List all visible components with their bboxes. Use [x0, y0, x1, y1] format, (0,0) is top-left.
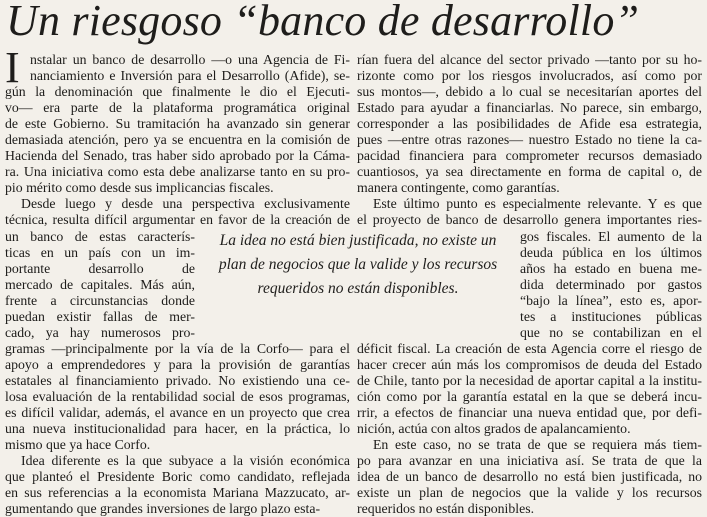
text-line: gún la denominación que finalmente le dio el Ejecuti-: [5, 84, 350, 100]
text-line: po para avanzar en una iniciativa así. Se trata de que la: [357, 453, 702, 469]
text-line: deuda pública en los últimos: [520, 244, 702, 260]
text-line: que planteó el Presidente Boric como candidato, reflejada: [5, 469, 350, 485]
text-line: idea de un banco de desarrollo no está bien justificada, no: [357, 469, 702, 485]
text-line: Estado para ayudar a financiarlas. No parece, sin embargo,: [357, 100, 702, 116]
text-line: nstalar un banco de desarrollo —o una Agencia de Fi-: [30, 52, 350, 67]
text-line: Este último punto es especialmente relevante. Y es que: [373, 196, 702, 212]
text-line: “bajo la línea”, esto es, apor-: [520, 292, 702, 308]
text-line: gramas —principalmente por la vía de la Corfo— para el: [5, 340, 350, 356]
pull-quote-line: La idea no está bien justificada, no existe un: [219, 232, 497, 249]
text-line: pio mérito como desde sus implicancias fiscales.: [5, 180, 274, 196]
text-line: que no se contabilizan en el: [520, 324, 702, 340]
text-line: gos fiscales. El aumento de la: [520, 228, 702, 244]
text-line: años ha estado en buena me-: [520, 260, 702, 276]
text-line: pacidad financiera para comprometer recursos demasiado: [357, 148, 702, 164]
text-line: rizonte como por los riesgos involucrados, así como por: [357, 68, 702, 84]
text-line: tes a instituciones públicas: [520, 308, 702, 324]
text-line: hacer crecer aún más los compromisos de deuda del Estado: [357, 356, 702, 372]
pull-quote-line: requeridos no están disponibles.: [257, 280, 459, 297]
text-line: ticas en un país con un im-: [5, 244, 195, 260]
text-line: Hacienda del Senado, tras haber sido aprobado por la Cáma-: [5, 148, 350, 164]
text-line: en sus referencias a la economista Mariana Mazzucato, ar-: [5, 485, 350, 501]
text-line: vo— era parte de la plataforma programática original: [5, 100, 350, 116]
text-line: dida determinado por gastos: [520, 276, 702, 292]
text-line: el proyecto de banco de desarrollo genera importantes ries-: [357, 212, 702, 228]
text-line: mercado de capitales. Más aún,: [5, 276, 195, 292]
text-line: rían fuera del alcance del sector privado —tanto por su ho-: [357, 52, 702, 67]
text-line: mismo que ya hace Corfo.: [5, 437, 151, 453]
text-line: corresponder a las posibilidades de Afide esa estrategia,: [357, 116, 702, 132]
text-line: Idea diferente es la que subyace a la visión económica: [21, 453, 350, 469]
text-line: estatales al financiamiento privado. No existiendo una ce-: [5, 372, 350, 388]
text-line: demasiada atención, pero ya se encuentra en la comisión de: [5, 132, 350, 148]
text-line: puedan existir fallas de mer-: [5, 308, 195, 324]
text-line: manera contingente, como garantías.: [357, 180, 560, 196]
text-line: Desde luego y desde una perspectiva exclusivamente: [21, 196, 350, 212]
text-line: rrir, a efectos de financiar una nueva entidad que, por defi-: [357, 405, 702, 421]
text-line: portante desarrollo de: [5, 260, 195, 276]
text-line: ción como por la garantía estatal en la que se deberá incu-: [357, 388, 702, 404]
text-line: de este Gobierno. Su tramitación ha avanzado sin generar: [5, 116, 350, 132]
text-line: nanciamiento e Inversión para el Desarrollo (Afide), se-: [30, 68, 350, 84]
text-line: déficit fiscal. La creación de esta Agencia corre el riesgo de: [357, 340, 702, 356]
text-line: pues —entre otras razones— nuestro Estado no tiene la ca-: [357, 132, 702, 148]
text-line: existe un plan de negocios que la valide y los recursos: [357, 485, 702, 501]
text-line: En este caso, no se trata de que se requiera más tiem-: [373, 437, 702, 453]
text-line: técnica, resulta difícil argumentar en favor de la creación de: [5, 212, 350, 228]
text-line: cado, ya hay numerosos pro-: [5, 324, 195, 340]
text-line: es difícil validar, además, el avance en un proyecto que crea: [5, 405, 350, 421]
pull-quote: [198, 229, 518, 313]
article-title: Un riesgoso “banco de desarrollo”: [6, 0, 640, 45]
text-line: una nueva institucionalidad para hacer, en la práctica, lo: [5, 421, 350, 437]
text-line: gumentando que grandes inversiones de largo plazo esta-: [5, 501, 321, 517]
text-line: de Chile, tanto por la necesidad de aportar capital a la institu-: [357, 372, 702, 388]
text-line: losa evaluación de la rentabilidad social de esos programas,: [5, 388, 350, 404]
drop-cap: I: [5, 43, 20, 92]
text-line: requeridos no están disponibles.: [357, 501, 535, 517]
pull-quote-line: plan de negocios que la valide y los recursos: [218, 256, 498, 273]
text-line: apoyo a emprendedores y para la provisión de garantías: [5, 356, 350, 372]
text-line: frente a circunstancias donde: [5, 292, 195, 308]
text-line: sus montos—, debido a lo cual se necesitarían aportes del: [357, 84, 702, 100]
text-line: un banco de estas caracterís-: [5, 228, 195, 244]
text-line: ra. Una iniciativa como esta debe analizarse tanto en su pro-: [5, 164, 350, 180]
text-line: cuantiosos, ya sea directamente en forma de capital o, de: [357, 164, 702, 180]
text-line: nición, actúa con altos grados de apalancamiento.: [357, 421, 631, 437]
